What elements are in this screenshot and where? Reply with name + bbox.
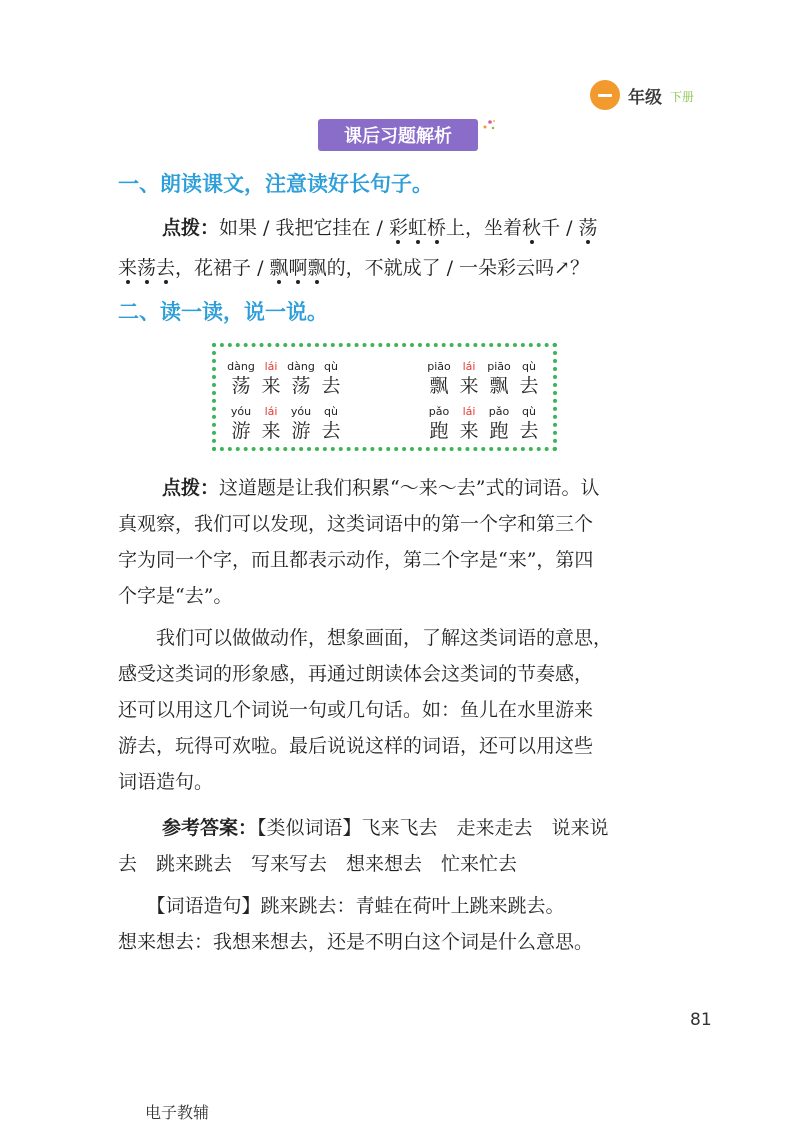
pinyin: dàng bbox=[287, 360, 315, 373]
hint-label: 点拨： bbox=[162, 217, 220, 239]
pinyin: piāo bbox=[427, 360, 451, 373]
term-label: 下册 bbox=[670, 90, 695, 104]
watermark: 电子教辅 bbox=[145, 1103, 210, 1122]
word-cell bbox=[256, 360, 286, 398]
word-cell bbox=[454, 405, 484, 443]
word-cell bbox=[226, 405, 256, 443]
hanzi: 游 bbox=[231, 420, 251, 442]
word-pair bbox=[226, 360, 346, 398]
section2-para-line5: 词语造句。 bbox=[118, 771, 214, 793]
word-cell bbox=[286, 405, 316, 443]
grade-label: 年级 bbox=[628, 88, 662, 108]
hanzi: 来 bbox=[459, 420, 479, 442]
section-banner: 课后习题解析 bbox=[318, 119, 478, 151]
pinyin: piāo bbox=[487, 360, 511, 373]
word-pair bbox=[226, 405, 346, 443]
word-pair bbox=[424, 405, 544, 443]
section1-heading: 一、朗读课文，注意读好长句子。 bbox=[118, 172, 433, 196]
hanzi: 跑 bbox=[429, 420, 449, 442]
word-pair bbox=[424, 360, 544, 398]
pinyin: lái bbox=[264, 405, 278, 418]
hint-label: 点拨： bbox=[162, 477, 220, 499]
hanzi: 荡 bbox=[231, 375, 251, 397]
hanzi: 去 bbox=[321, 420, 341, 442]
section2-para-line2: 感受这类词的形象感，再通过朗读体会这类词的节奏感， bbox=[118, 663, 594, 685]
word-cell bbox=[424, 360, 454, 398]
section2-para-line1: 我们可以做做动作，想象画面，了解这类词语的意思， bbox=[118, 627, 613, 649]
section2-hint-line2: 真观察，我们可以发现，这类词语中的第一个字和第三个 bbox=[118, 513, 594, 535]
hanzi: 来 bbox=[261, 420, 281, 442]
hanzi: 飘 bbox=[489, 375, 509, 397]
section2-hint-line3: 字为同一个字，而且都表示动作，第二个字是“来”，第四 bbox=[118, 549, 594, 571]
answer-line2: 去 跳来跳去 写来写去 想来想去 忙来忙去 bbox=[118, 853, 518, 875]
hanzi: 来 bbox=[261, 375, 281, 397]
answer-label: 参考答案： bbox=[162, 817, 258, 839]
pinyin: qù bbox=[522, 360, 536, 373]
pinyin: qù bbox=[324, 360, 338, 373]
answer-line4: 想来想去：我想来想去，还是不明白这个词是什么意思。 bbox=[118, 931, 594, 953]
hanzi: 跑 bbox=[489, 420, 509, 442]
word-cell bbox=[256, 405, 286, 443]
pinyin: pǎo bbox=[488, 405, 510, 418]
section2-hint-line1: 点拨：这道题是让我们积累“～来～去”式的词语。认 bbox=[162, 477, 600, 499]
word-cell bbox=[454, 360, 484, 398]
word-cell bbox=[316, 360, 346, 398]
section1-hint-line1: 点拨：如果 / 我把它挂在 / 彩虹桥上，坐着秋千 / 荡 bbox=[162, 217, 598, 239]
answer-line1: 参考答案：【类似词语】飞来飞去 走来走去 说来说 bbox=[162, 817, 609, 839]
hanzi: 来 bbox=[459, 375, 479, 397]
sparkle-icon bbox=[482, 118, 496, 132]
section2-heading: 二、读一读，说一说。 bbox=[118, 300, 328, 324]
pinyin: pǎo bbox=[428, 405, 450, 418]
pinyin: lái bbox=[462, 405, 476, 418]
word-cell bbox=[316, 405, 346, 443]
word-cell bbox=[226, 360, 256, 398]
answer-line3: 【词语造句】跳来跳去：青蛙在荷叶上跳来跳去。 bbox=[118, 895, 565, 917]
word-cell bbox=[424, 405, 454, 443]
hanzi: 荡 bbox=[291, 375, 311, 397]
pinyin: qù bbox=[324, 405, 338, 418]
grade-number-badge bbox=[590, 80, 620, 110]
word-cell bbox=[286, 360, 316, 398]
word-cell bbox=[484, 405, 514, 443]
section2-para-line4: 游去，玩得可欢啦。最后说说这样的词语，还可以用这些 bbox=[118, 735, 594, 757]
pinyin: lái bbox=[264, 360, 278, 373]
section2-hint-line4: 个字是“去”。 bbox=[118, 585, 233, 607]
word-cell bbox=[514, 360, 544, 398]
hanzi: 飘 bbox=[429, 375, 449, 397]
word-cell bbox=[514, 405, 544, 443]
hanzi: 去 bbox=[519, 420, 539, 442]
section2-para-line3: 还可以用这几个词说一句或几句话。如：鱼儿在水里游来 bbox=[118, 699, 594, 721]
section1-hint-line2: 来荡去，花裙子 / 飘啊飘的，不就成了 / 一朵彩云吗↗？ bbox=[118, 257, 589, 279]
hanzi: 游 bbox=[291, 420, 311, 442]
hanzi: 去 bbox=[519, 375, 539, 397]
pinyin: yóu bbox=[290, 405, 312, 418]
page-number: 81 bbox=[690, 1010, 712, 1030]
pinyin: dàng bbox=[227, 360, 255, 373]
pinyin: lái bbox=[462, 360, 476, 373]
hanzi: 去 bbox=[321, 375, 341, 397]
word-cell bbox=[484, 360, 514, 398]
pinyin: yóu bbox=[230, 405, 252, 418]
pinyin: qù bbox=[522, 405, 536, 418]
